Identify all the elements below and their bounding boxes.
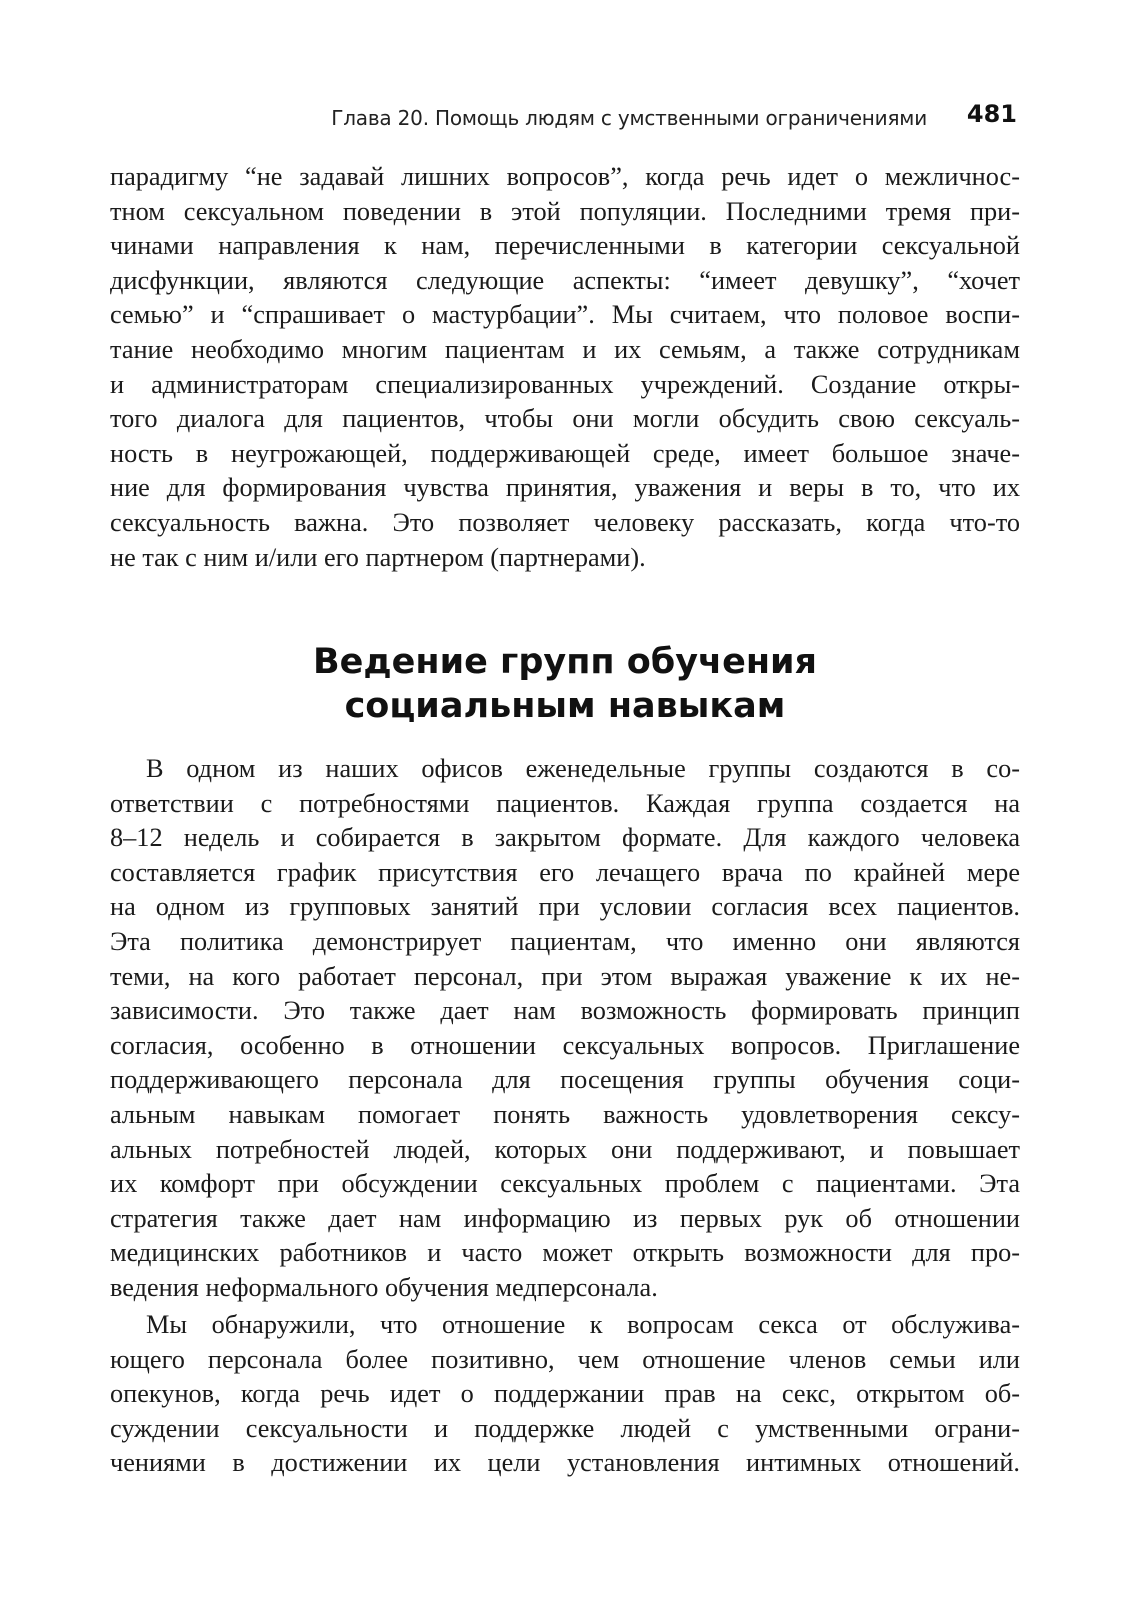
text-line: 8–12 недель и собирается в закрытом формате. Для каждого человека [110,823,1020,853]
text-line: чинами направления к нам, перечисленными в категории сексуальной [110,231,1020,261]
text-line: Эта политика демонстрирует пациентам, что именно они являются [110,926,1020,956]
chapter-title: Глава 20. Помощь людям с умственными ограничениями [331,106,927,130]
text-line: медицинских работников и часто может открыть возможности для про- [110,1238,1020,1268]
page-number: 481 [966,100,1017,128]
text-line: тном сексуальном поведении в этой популяции. Последними тремя при- [110,196,1020,226]
text-line: парадигму “не задавай лишних вопросов”, когда речь идет о межличнос- [110,162,1020,191]
running-head [110,100,1017,136]
text-line: составляется график присутствия его лечащего врача по крайней мере [110,857,1020,887]
text-line: чениями в достижении их цели установления интимных отношений. [110,1448,1020,1478]
text-line: дисфункции, являются следующие аспекты: “имеет девушку”, “хочет [110,265,1020,295]
text-line: не так с ним и/или его партнером (партнерами). [110,542,646,572]
paragraph-1 [110,160,1020,575]
text-line: теми, на кого работает персонал, при этом выражая уважение к их не- [110,961,1020,991]
section-heading [110,640,1020,728]
text-line: ние для формирования чувства принятия, уважения и веры в то, что их [110,473,1020,503]
text-line: В одном из наших офисов еженедельные группы создаются в со- [146,754,1020,783]
text-line: ность в неугрожающей, поддерживающей среде, имеет большое значе- [110,438,1020,468]
text-line: ющего персонала более позитивно, чем отношение членов семьи или [110,1344,1020,1374]
text-line: на одном из групповых занятий при условии согласия всех пациентов. [110,892,1020,922]
text-line: семью” и “спрашивает о мастурбации”. Мы считаем, что половое воспи- [110,300,1020,330]
text-line: их комфорт при обсуждении сексуальных проблем с пациентами. Эта [110,1169,1020,1199]
text-line: стратегия также дает нам информацию из первых рук об отношении [110,1203,1020,1233]
text-line: того диалога для пациентов, чтобы они могли обсудить свою сексуаль- [110,404,1020,434]
section-heading-line-2: социальным навыкам [344,686,786,726]
paragraph-2 [110,752,1020,1306]
text-line: сексуальность важна. Это позволяет человеку рассказать, когда что-то [110,507,1020,537]
text-line: согласия, особенно в отношении сексуальных вопросов. Приглашение [110,1030,1020,1060]
text-line: и администраторам специализированных учреждений. Создание откры- [110,369,1020,399]
text-line: зависимости. Это также дает нам возможность формировать принцип [110,996,1020,1026]
text-line: альных потребностей людей, которых они поддерживают, и повышает [110,1134,1020,1164]
text-line: ответствии с потребностями пациентов. Каждая группа создается на [110,788,1020,818]
section-heading-line-1: Ведение групп обучения [313,642,817,682]
text-line: альным навыкам помогает понять важность удовлетворения сексу- [110,1099,1020,1129]
text-line: суждении сексуальности и поддержке людей с умственными ограни- [110,1413,1020,1443]
text-line: поддерживающего персонала для посещения группы обучения соци- [110,1065,1020,1095]
text-line: ведения неформального обучения медперсонала. [110,1272,658,1302]
text-line: тание необходимо многим пациентам и их семьям, а также сотрудникам [110,334,1020,364]
text-line: Мы обнаружили, что отношение к вопросам секса от обслужива- [146,1310,1020,1339]
paragraph-3 [110,1308,1020,1481]
text-line: опекунов, когда речь идет о поддержании прав на секс, открытом об- [110,1379,1020,1409]
